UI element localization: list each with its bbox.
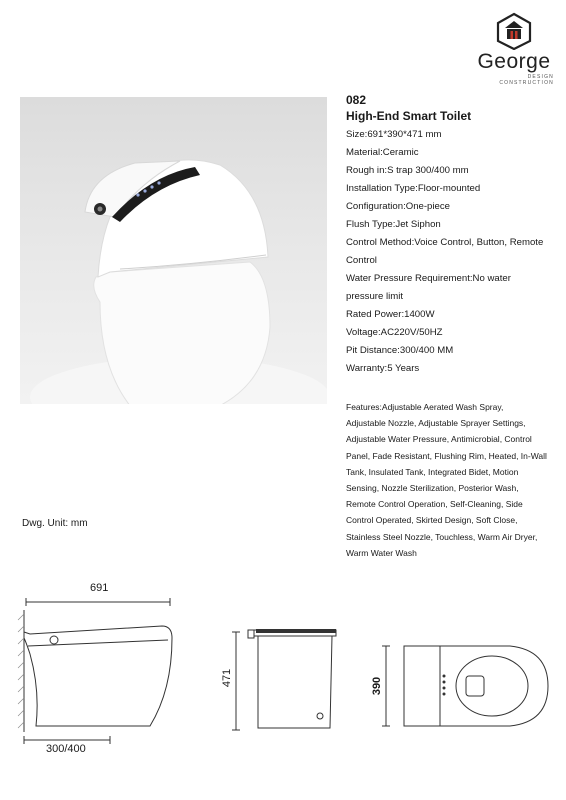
feature-line: Features:Adjustable Aerated Wash Spray, (346, 402, 504, 412)
dimension-height: 471 (221, 668, 234, 688)
spec-list (346, 126, 561, 378)
spec-line: Rated Power:1400W (346, 309, 435, 320)
feature-line: Control Operated, Skirted Design, Soft Close, (346, 515, 518, 526)
feature-line: Panel, Fade Resistant, Flushing Rim, Heated, In-Wall (346, 450, 547, 461)
product-code: 082 (346, 93, 367, 107)
feature-line: Sensing, Nozzle Sterilization, Posterior Wash, (346, 483, 519, 494)
feature-line: Adjustable Water Pressure, Antimicrobial, Control (346, 434, 532, 445)
dimension-rough-in: 300/400 (46, 743, 86, 755)
brand-name: George (477, 50, 551, 73)
feature-line: Tank, Insulated Tank, Integrated Bidet, Motion (346, 466, 519, 477)
dimension-length: 691 (90, 582, 109, 594)
technical-drawings (0, 580, 566, 760)
brand-tagline: DESIGN CONSTRUCTION (499, 74, 554, 86)
feature-line: Warm Water Wash (346, 547, 417, 558)
spec-line: Rough in:S trap 300/400 mm (346, 165, 469, 176)
spec-line: Pit Distance:300/400 MM (346, 345, 454, 356)
spec-line: Control (346, 255, 377, 266)
drawing-lines (0, 580, 566, 760)
dimension-width: 390 (371, 676, 384, 696)
spec-line: pressure limit (346, 291, 404, 302)
house-hexagon-icon (494, 12, 534, 50)
drawing-unit-label: Dwg. Unit: mm (22, 518, 88, 529)
product-photo (20, 97, 327, 404)
feature-line: Remote Control Operation, Self-Cleaning, Side (346, 499, 523, 510)
spec-line: Configuration:One-piece (346, 201, 450, 212)
spec-panel (346, 93, 561, 378)
spec-line: Voltage:AC220V/50HZ (346, 327, 443, 338)
spec-line: Installation Type:Floor-mounted (346, 183, 481, 194)
brand-logo (474, 12, 554, 86)
spec-line: Material:Ceramic (346, 147, 419, 158)
spec-line: Size:691*390*471 mm (346, 129, 442, 140)
spec-line: Flush Type:Jet Siphon (346, 219, 441, 230)
product-title: High-End Smart Toilet (346, 109, 472, 123)
spec-line: Water Pressure Requirement:No water (346, 273, 511, 284)
features-text (346, 399, 564, 561)
feature-line: Stainless Steel Nozzle, Touchless, Warm Air Dryer, (346, 531, 538, 542)
spec-line: Warranty:5 Years (346, 363, 420, 374)
feature-line: Adjustable Nozzle, Adjustable Sprayer Settings, (346, 418, 526, 429)
spec-line: Control Method:Voice Control, Button, Remote (346, 237, 544, 248)
